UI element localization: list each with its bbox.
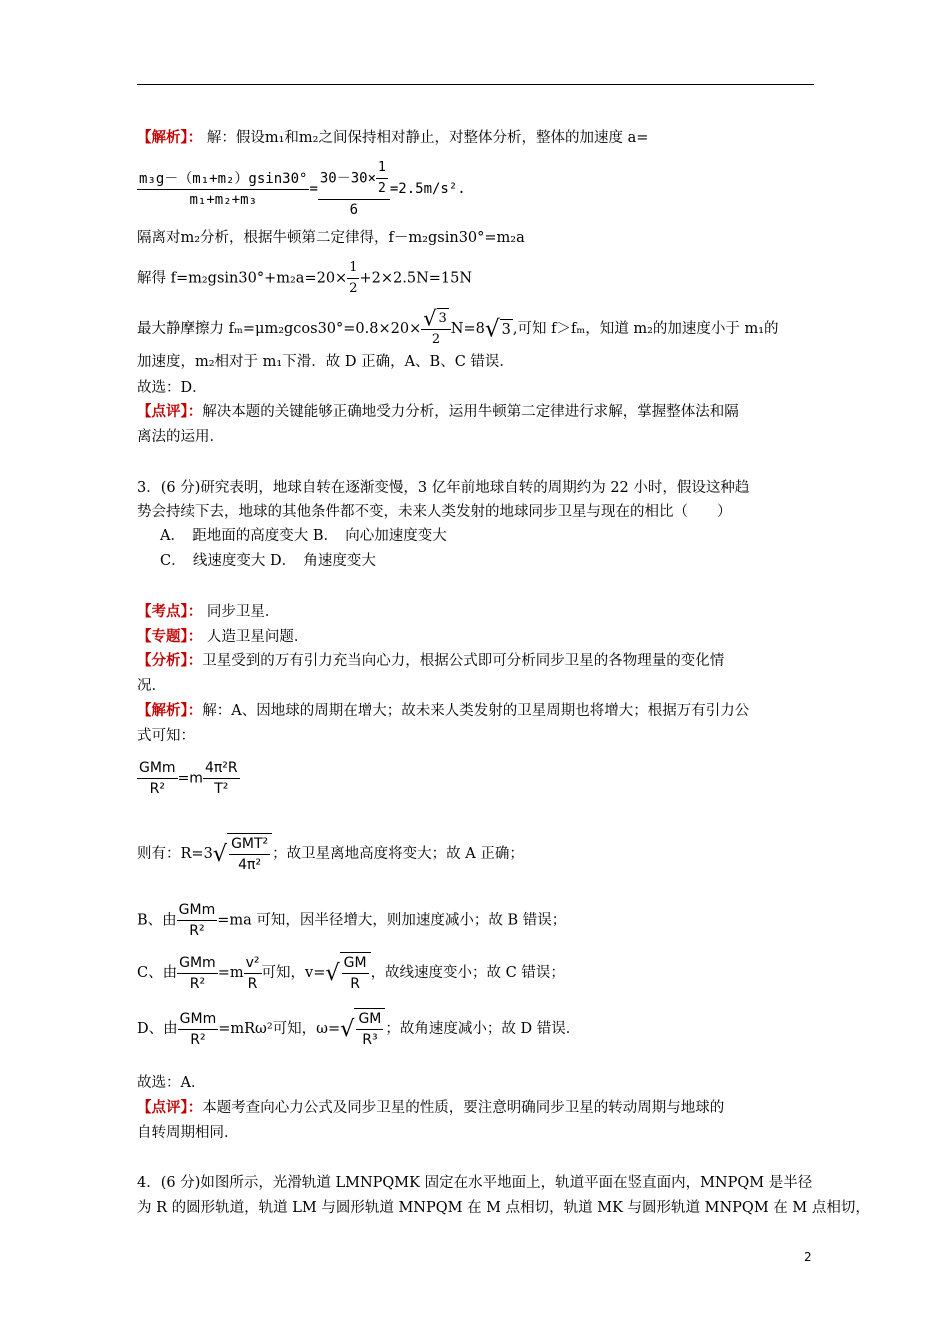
p3-question-1: 3．(6 分)研究表明，地球自转在逐渐变慢，3 亿年前地球自转的周期约为 22 小时，假设这种趋 [137, 480, 750, 496]
p2-comment-1: 【点评】：解决本题的关键能够正确地受力分析，运用牛顿第二定律进行求解，掌握整体法和隔 [137, 403, 739, 420]
p3-question-2: 势会持续下去，地球的其他条件都不变，未来人类发射的地球同步卫星与现在的相比（ ） [137, 504, 732, 520]
tag-jiexi: 【解析】： [137, 129, 203, 146]
p3-d-line: D、由 $\frac{\text{GMm}}{\text{R²}}$ =mRω²可知，ω=√ $\frac{GM}{\text{R³}}$ ；故角速度减小；故 D 错误． [137, 1008, 580, 1050]
fraction-general: $\frac{\text{m₃g－（m₁+m₂）gsin30°}}{\text{m₁+m₂+m₃}}$ [139, 170, 308, 208]
p2-intro: 解：假设m₁和m₂之间保持相对静止，对整体分析，整体的加速度 a= [206, 130, 649, 146]
p2-cont: 加速度，m₂相对于 m₁下滑．故 D 正确，A、B、C 错误． [137, 354, 514, 370]
p3-fenxi-1: 【分析】：卫星受到的万有引力充当向心力，根据公式即可分析同步卫星的各物理量的变化情 [137, 652, 725, 669]
p3-kaodian: 【考点】： 同步卫星． [137, 603, 280, 620]
p3-c-line: C、由 $\frac{\text{GMm}}{\text{R²}}$ =m $\frac{\text{v²}}{R}$ 可知，v=√ $\frac{GM}{R}$ ，故线速度变小；故 C 错误； [137, 952, 565, 994]
p2-intro-line [137, 128, 648, 148]
p3-options-cd: C． 线速度变大 D． 角速度变大 [160, 553, 376, 569]
p2-max-friction: 最大静摩擦力 fₘ=μm₂gcos30°=0.8×20× $\frac{√ 3}{2}$ N=8√ 3 ,可知 f＞fₘ，知道 m₂的加速度小于 m₁的 [137, 308, 779, 350]
fraction-numeric: 30－30× $\frac{1}{2}$ 6 [318, 158, 390, 220]
p4-question-1: 4．(6 分)如图所示，光滑轨道 LMNPQMK 固定在水平地面上，轨道平面在竖直面内，MNPQM 是半径 [137, 1175, 813, 1191]
p3-comment-2: 自转周期相同． [137, 1125, 239, 1141]
p3-answer: 故选：A． [137, 1075, 206, 1091]
p2-isolate: 隔离对m₂分析，根据牛顿第二定律得，f－m₂gsin30°=m₂a [137, 230, 525, 246]
p3-jiexi-2: 式可知： [137, 728, 195, 744]
p3-jiexi-1: 【解析】：解：A、因地球的周期在增大；故未来人类发射的卫星周期也将增大；根据万有引力公 [137, 702, 750, 719]
p4-question-2: 为 R 的圆形轨道，轨道 LM 与圆形轨道 MNPQM 在 M 点相切，轨道 MK 与圆形轨道 MNPQM 在 M 点相切， [137, 1200, 870, 1216]
p2-answer: 故选：D． [137, 380, 207, 396]
page-number: 2 [804, 1250, 812, 1264]
p3-b-line: B、由 $\frac{\text{GMm}}{\text{R²}}$ =ma 可知，因半径增大，则加速度减小；故 B 错误； [137, 902, 567, 939]
header-rule [137, 84, 814, 85]
p2-accel-formula: $\frac{\text{m₃g－（m₁+m₂）gsin30°}}{\text{m₁+m₂+m₃}}$ = 30－30× $\frac{1}{2}$ 6 =2.5m/s². [139, 160, 466, 218]
p3-eq1: $\frac{\text{GMm}}{\text{R²}}$ =m $\frac{\text{4π²R}}{\text{T²}}$ [139, 760, 238, 797]
p3-comment-1: 【点评】：本题考查向心力公式及同步卫星的性质，要注意明确同步卫星的转动周期与地球的 [137, 1099, 725, 1116]
p2-comment-2: 离法的运用． [137, 429, 224, 445]
p3-options-ab: A． 距地面的高度变大 B． 向心加速度变大 [160, 528, 447, 544]
p3-zhuanti: 【专题】： 人造卫星问题． [137, 628, 309, 645]
p3-fenxi-2: 况． [137, 678, 166, 694]
p3-then: 则有：R=3√ $\frac{\text{GMT²}}{\text{4π²}}$ ；故卫星离地高度将变大；故 A 正确； [137, 833, 524, 875]
p2-solve: 解得 f=m₂gsin30°+m₂a=20× $\frac{1}{2}$ +2×2.5N=15N [137, 258, 472, 299]
